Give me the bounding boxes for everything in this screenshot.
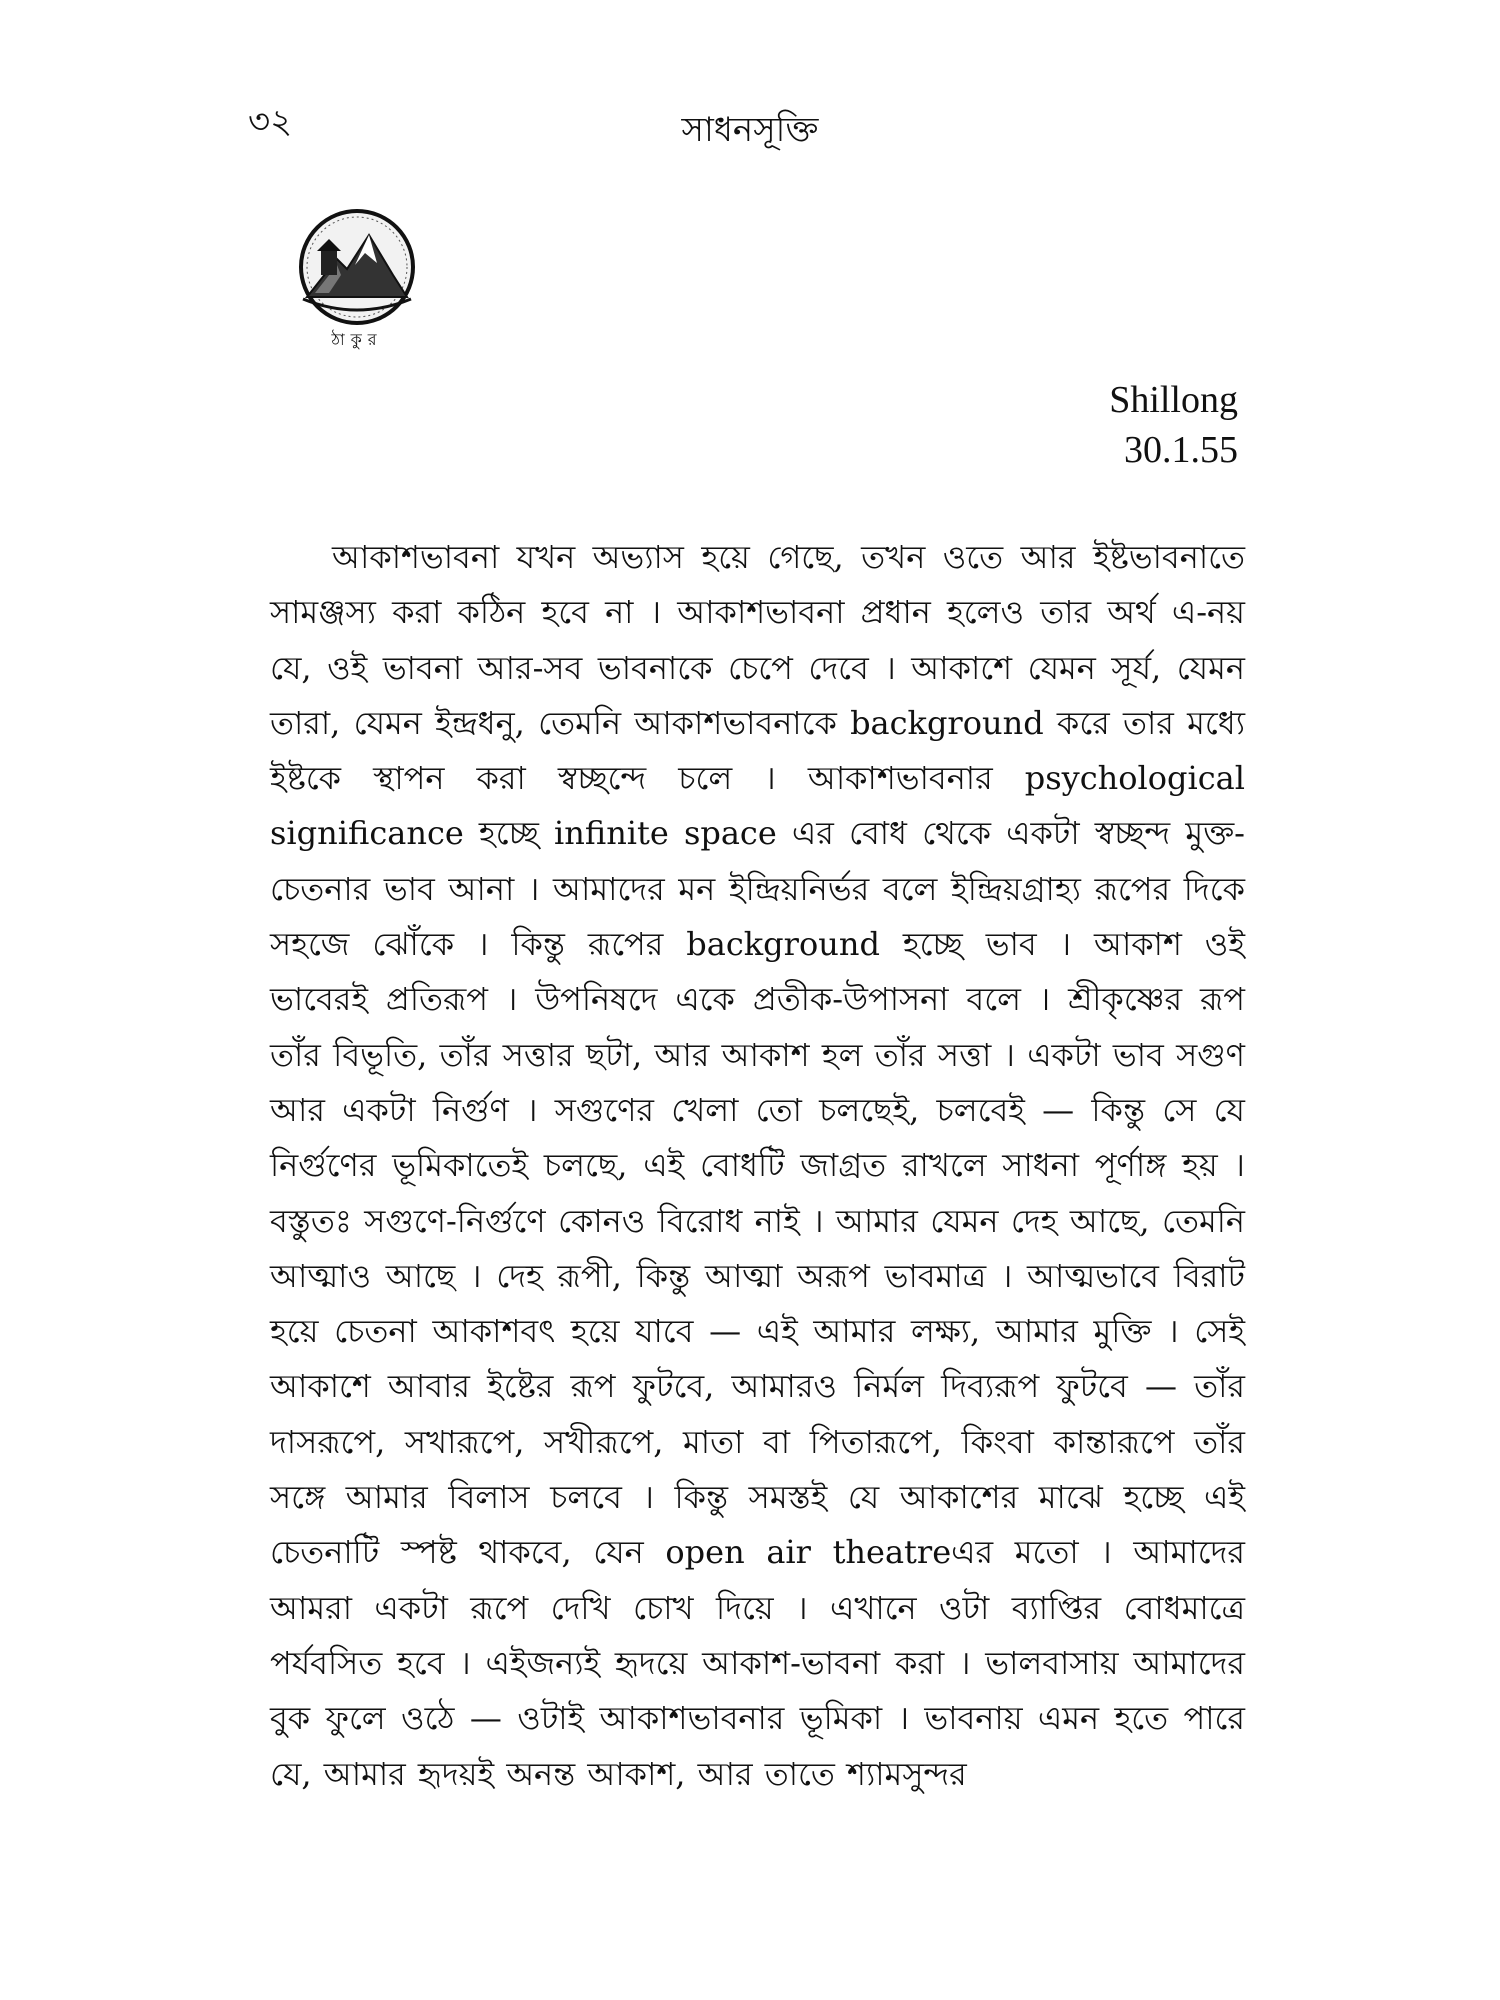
body-paragraph: আকাশভাবনা যখন অভ্যাস হয়ে গেছে, তখন ওতে আর ইষ্টভাবনাতে সামঞ্জস্য করা কঠিন হবে না । আকাশভাবনা প্রধান হলেও তার অর্থ এ-নয় যে, ওই ভাবনা আর-সব ভাবনাকে চেপে দেবে । আকাশে যেমন সূর্য, যেমন তারা, যেমন ইন্দ্রধনু, তেমনি আকাশভাবনাকে background করে তার মধ্যে ইষ্টকে স্থাপন করা স্বচ্ছন্দে চলে । আকাশভাবনার psychological significance হচ্ছে infinite space এর বোধ থেকে একটা স্বচ্ছন্দ মুক্ত-চেতনার ভাব আনা । আমাদের মন ইন্দ্রিয়নির্ভর বলে ইন্দ্রিয়গ্রাহ্য রূপের দিকে সহজে ঝোঁকে । কিন্তু রূপের background হচ্ছে ভাব । আকাশ ওই ভাবেরই প্রতিরূপ । উপনিষদে একে প্রতীক-উপাসনা বলে । শ্রীকৃষ্ণের রূপ তাঁর বিভূতি, তাঁর সত্তার ছটা, আর আকাশ হল তাঁর সত্তা । একটা ভাব সগুণ আর একটা নির্গুণ । সগুণের খেলা তো চলছেই, চলবেই — কিন্তু সে যে নির্গুণের ভূমিকাতেই চলছে, এই বোধটি জাগ্রত রাখলে সাধনা পূর্ণাঙ্গ হয় । বস্তুতঃ সগুণে-নির্গুণে কোনও বিরোধ নাই । আমার যেমন দেহ আছে, তেমনি আত্মাও আছে । দেহ রূপী, কিন্তু আত্মা অরূপ ভাবমাত্র । আত্মভাবে বিরাট হয়ে চেতনা আকাশবৎ হয়ে যাবে — এই আমার লক্ষ্য, আমার মুক্তি । সেই আকাশে আবার ইষ্টের রূপ ফুটবে, আমারও নির্মল দিব্যরূপ ফুটবে — তাঁর দাসরূপে, সখারূপে, সখীরূপে, মাতা বা পিতারূপে, কিংবা কান্তারূপে তাঁর সঙ্গে আমার বিলাস চলবে । কিন্তু সমস্তই যে আকাশের মাঝে হচ্ছে এই চেতনাটি স্পষ্ট থাকবে, যেন open air theatreএর মতো । আমাদের আমরা একটা রূপে দেখি চোখ দিয়ে । এখানে ওটা ব্যাপ্তির বোধমাত্রে পর্যবসিত হবে । এইজন্যই হৃদয়ে আকাশ-ভাবনা করা । ভালবাসায় আমাদের বুক ফুলে ওঠে — ওটাই আকাশভাবনার ভূমিকা । ভাবনায় এমন হতে পারে যে, আমার হৃদয়ই অনন্ত আকাশ, আর তাতে শ্যামসুন্দর [270,538,1245,1793]
running-title: সাধনসূক্তি [681,110,819,150]
mountain-emblem-icon [285,205,445,355]
letter-dateline [1109,375,1238,475]
letter-date: 30.1.55 [1124,429,1238,471]
letter-place: Shillong [1109,379,1238,421]
emblem-caption: ঠাকুর [331,330,383,349]
page-number: ৩২ [248,102,293,142]
